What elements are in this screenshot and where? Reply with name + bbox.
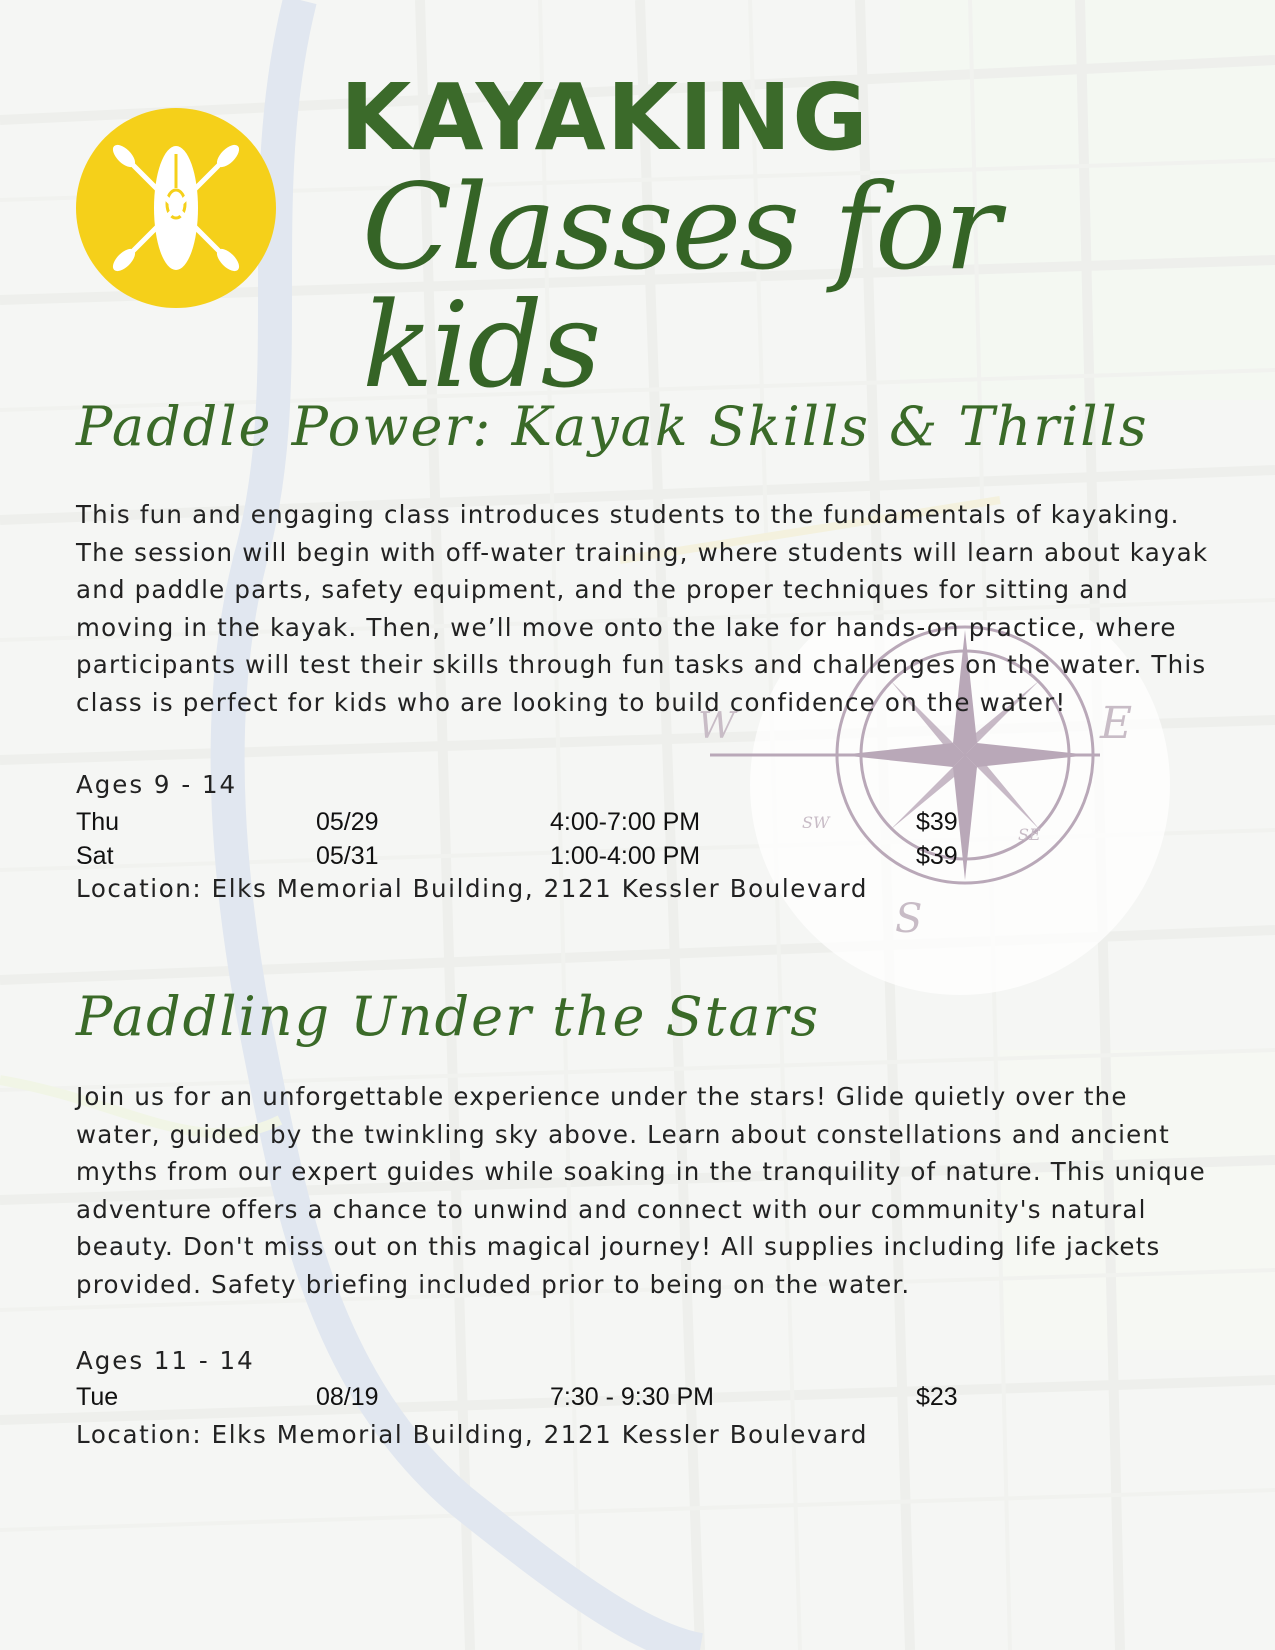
- class1-description: This fun and engaging class introduces students to the fundamentals of kayaking. The session will begin with off-water training, where students will learn about kayak and paddle parts, safety equipment, and the proper techniques for sitting and moving in the kayak. Then, we’ll move onto the lake for hands-on practice, where participants will test their skills through fun tasks and challenges on the water. This class is perfect for kids who are looking to build confidence on the water!: [76, 500, 1209, 717]
- crossed-paddles-kayak-icon: [76, 108, 276, 308]
- session-date: 05/29: [316, 808, 379, 836]
- class1-ages: Ages 9 - 14: [76, 770, 238, 799]
- compass-label-sw: SW: [802, 813, 830, 832]
- session-price: $39: [916, 842, 958, 870]
- session-time: 1:00-4:00 PM: [550, 842, 701, 870]
- class2-location: Location: Elks Memorial Building, 2121 Kessler Boulevard: [76, 1420, 869, 1449]
- class1-session-row: [76, 842, 976, 874]
- compass-label-w: W: [698, 706, 736, 747]
- kayak-logo: [76, 108, 276, 308]
- session-price: $23: [916, 1383, 958, 1411]
- class2-title: Paddling Under the Stars: [76, 985, 821, 1048]
- session-day: Tue: [76, 1383, 119, 1411]
- session-date: 08/19: [316, 1383, 379, 1411]
- compass-label-se: SE: [1018, 825, 1041, 844]
- class2-ages: Ages 11 - 14: [76, 1346, 255, 1375]
- session-time: 4:00-7:00 PM: [550, 808, 701, 836]
- compass-label-s: S: [895, 896, 923, 942]
- class1-session-row: [76, 808, 976, 840]
- session-day: Thu: [76, 808, 120, 836]
- class2-session-row: [76, 1383, 976, 1415]
- session-date: 05/31: [316, 842, 379, 870]
- page-subtitle: Classes for kids: [362, 158, 999, 414]
- session-day: Sat: [76, 842, 114, 870]
- compass-label-e: E: [1100, 698, 1133, 749]
- class2-description: Join us for an unforgettable experience under the stars! Glide quietly over the water, guided by the twinkling sky above. Learn about constellations and ancient myths from our expert guides while soaking in the tranquility of nature. This unique adventure offers a chance to unwind and connect with our community's natural beauty. Don't miss out on this magical journey! All supplies including life jackets provided. Safety briefing included prior to being on the water.: [76, 1082, 1206, 1299]
- page-title: KAYAKING: [340, 64, 869, 171]
- class1-title: Paddle Power: Kayak Skills & Thrills: [76, 395, 1149, 458]
- session-time: 7:30 - 9:30 PM: [550, 1383, 714, 1411]
- class1-location: Location: Elks Memorial Building, 2121 Kessler Boulevard: [76, 874, 869, 903]
- session-price: $39: [916, 808, 958, 836]
